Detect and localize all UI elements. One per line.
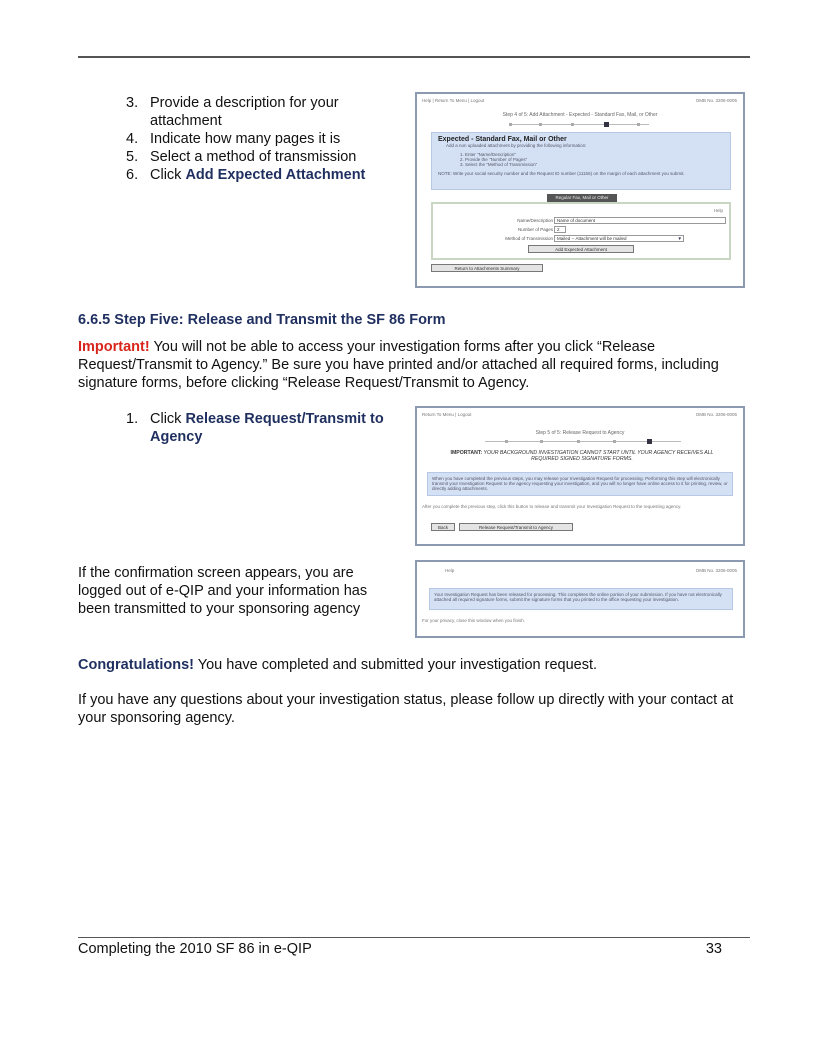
page-footer xyxy=(78,941,722,957)
return-to-attachments-button[interactable]: Return to Attachments Summary xyxy=(431,264,543,272)
footer-title: Completing the 2010 SF 86 in e-QIP xyxy=(78,941,312,957)
step-dot xyxy=(505,440,508,443)
step-dot xyxy=(613,440,616,443)
release-transmit-button[interactable]: Release Request/Transmit to Agency xyxy=(459,523,573,531)
step-dot xyxy=(540,440,543,443)
omb-number: OMB No. 3206-0005 xyxy=(695,98,737,103)
back-button[interactable]: Back xyxy=(431,523,455,531)
help-link[interactable]: Help xyxy=(713,208,723,213)
chevron-down-icon: ▼ xyxy=(677,236,682,241)
important-label: Important! xyxy=(78,339,150,355)
attachment-steps-list xyxy=(126,94,396,184)
step-dot xyxy=(577,440,580,443)
step-progress xyxy=(485,441,681,442)
screenshot-release-request xyxy=(415,406,745,546)
step-title: Step 5 of 5: Release Request to Agency xyxy=(535,430,625,436)
screenshot-confirmation xyxy=(415,560,745,638)
questions-paragraph: If you have any questions about your investigation status, please follow up directly with your contact at your sponsoring agency. xyxy=(78,692,734,726)
attachment-form: Help Name/Description Name of document Number of Pages 2 Method of Transmission Mailed -- Attachment will be mailed ▼ Add Expected Attachment xyxy=(431,202,731,260)
list-item: 3. Provide a description for your attachment xyxy=(126,95,339,129)
header-rule xyxy=(78,56,750,58)
release-steps-list xyxy=(126,410,396,446)
method-of-transmission-select[interactable]: Mailed -- Attachment will be mailed ▼ xyxy=(554,235,684,242)
list-item: 1. Click Release Request/Transmit to Agency xyxy=(126,411,384,445)
help-link[interactable]: Help xyxy=(445,568,455,573)
step-progress xyxy=(509,124,649,125)
name-description-input[interactable]: Name of document xyxy=(554,217,726,224)
step-dot-current xyxy=(647,439,652,444)
omb-number: OMB No. 3206-0005 xyxy=(695,568,737,573)
step-dot xyxy=(509,123,512,126)
congratulations-paragraph: Congratulations! You have completed and submitted your investigation request. xyxy=(78,657,598,673)
list-item: 4. Indicate how many pages it is xyxy=(126,131,341,147)
number-of-pages-input[interactable]: 2 xyxy=(554,226,566,233)
top-links[interactable]: Help | Return To Menu | Logout xyxy=(422,98,485,103)
screenshot-expected-attachment xyxy=(415,92,745,288)
step-dot-current xyxy=(604,122,609,127)
section-heading: 6.6.5 Step Five: Release and Transmit the SF 86 Form xyxy=(78,312,446,328)
privacy-note: For your privacy, close this window when you finish. xyxy=(422,618,525,623)
info-box: Expected - Standard Fax, Mail or Other Add a non uploaded attachment by providing the following information: 1. Enter "Name/Description" 2. Provide the "Number of Pages" 3. Select the "Method of Transmission" NOTE: Write your social security number and the Request ID number (11155) on the margin of each attachment you submit. xyxy=(431,132,731,190)
step-title: Step 4 of 5: Add Attachment - Expected - Standard Fax, Mail, or Other xyxy=(502,112,658,118)
add-expected-attachment-button[interactable]: Add Expected Attachment xyxy=(528,245,634,253)
page-number: 33 xyxy=(705,941,722,957)
step-dot xyxy=(637,123,640,126)
important-notice: IMPORTANT: YOUR BACKGROUND INVESTIGATION CANNOT START UNTIL YOUR AGENCY RECEIVES ALL REQUIRED SIGNED SIGNATURE FORMS. xyxy=(450,450,714,462)
congratulations-label: Congratulations! xyxy=(78,657,194,673)
list-item: 6. Click Add Expected Attachment xyxy=(126,167,366,183)
top-links[interactable]: Return To Menu | Logout xyxy=(422,412,472,417)
after-text: After you complete the previous step, click this button to release and transmit your Investigation Request to the requesting agency. xyxy=(422,504,682,509)
info-box: When you have completed the previous steps, you may release your Investigation Request for processing. Performing this step will electronically transmit your Investigation Request to the agency requesting your investigation, and you will no longer have online access to it for printing, review, or directly adding attachments. xyxy=(427,472,733,496)
list-item: 5. Select a method of transmission xyxy=(126,149,357,165)
footer-rule xyxy=(78,937,750,938)
info-box: Your Investigation Request has been released for processing. This completes the online portion of your submission. If you have not electronically attached all required signature forms, submit the signature forms that you printed to the office requesting your investigation. xyxy=(429,588,733,610)
step-dot xyxy=(571,123,574,126)
tab-regular-fax[interactable]: Regular Fax, Mail or Other xyxy=(547,194,617,202)
important-paragraph: Important! You will not be able to access your investigation forms after you click “Release Request/Transmit to Agency.” Be sure you have printed and/or attached all required forms, including signature forms, before clicking “Release Request/Transmit to Agency. xyxy=(78,339,719,391)
step-dot xyxy=(539,123,542,126)
confirmation-paragraph: If the confirmation screen appears, you are logged out of e-QIP and your information has been transmitted to your sponsoring agency xyxy=(78,565,368,617)
omb-number: OMB No. 3206-0005 xyxy=(695,412,737,417)
